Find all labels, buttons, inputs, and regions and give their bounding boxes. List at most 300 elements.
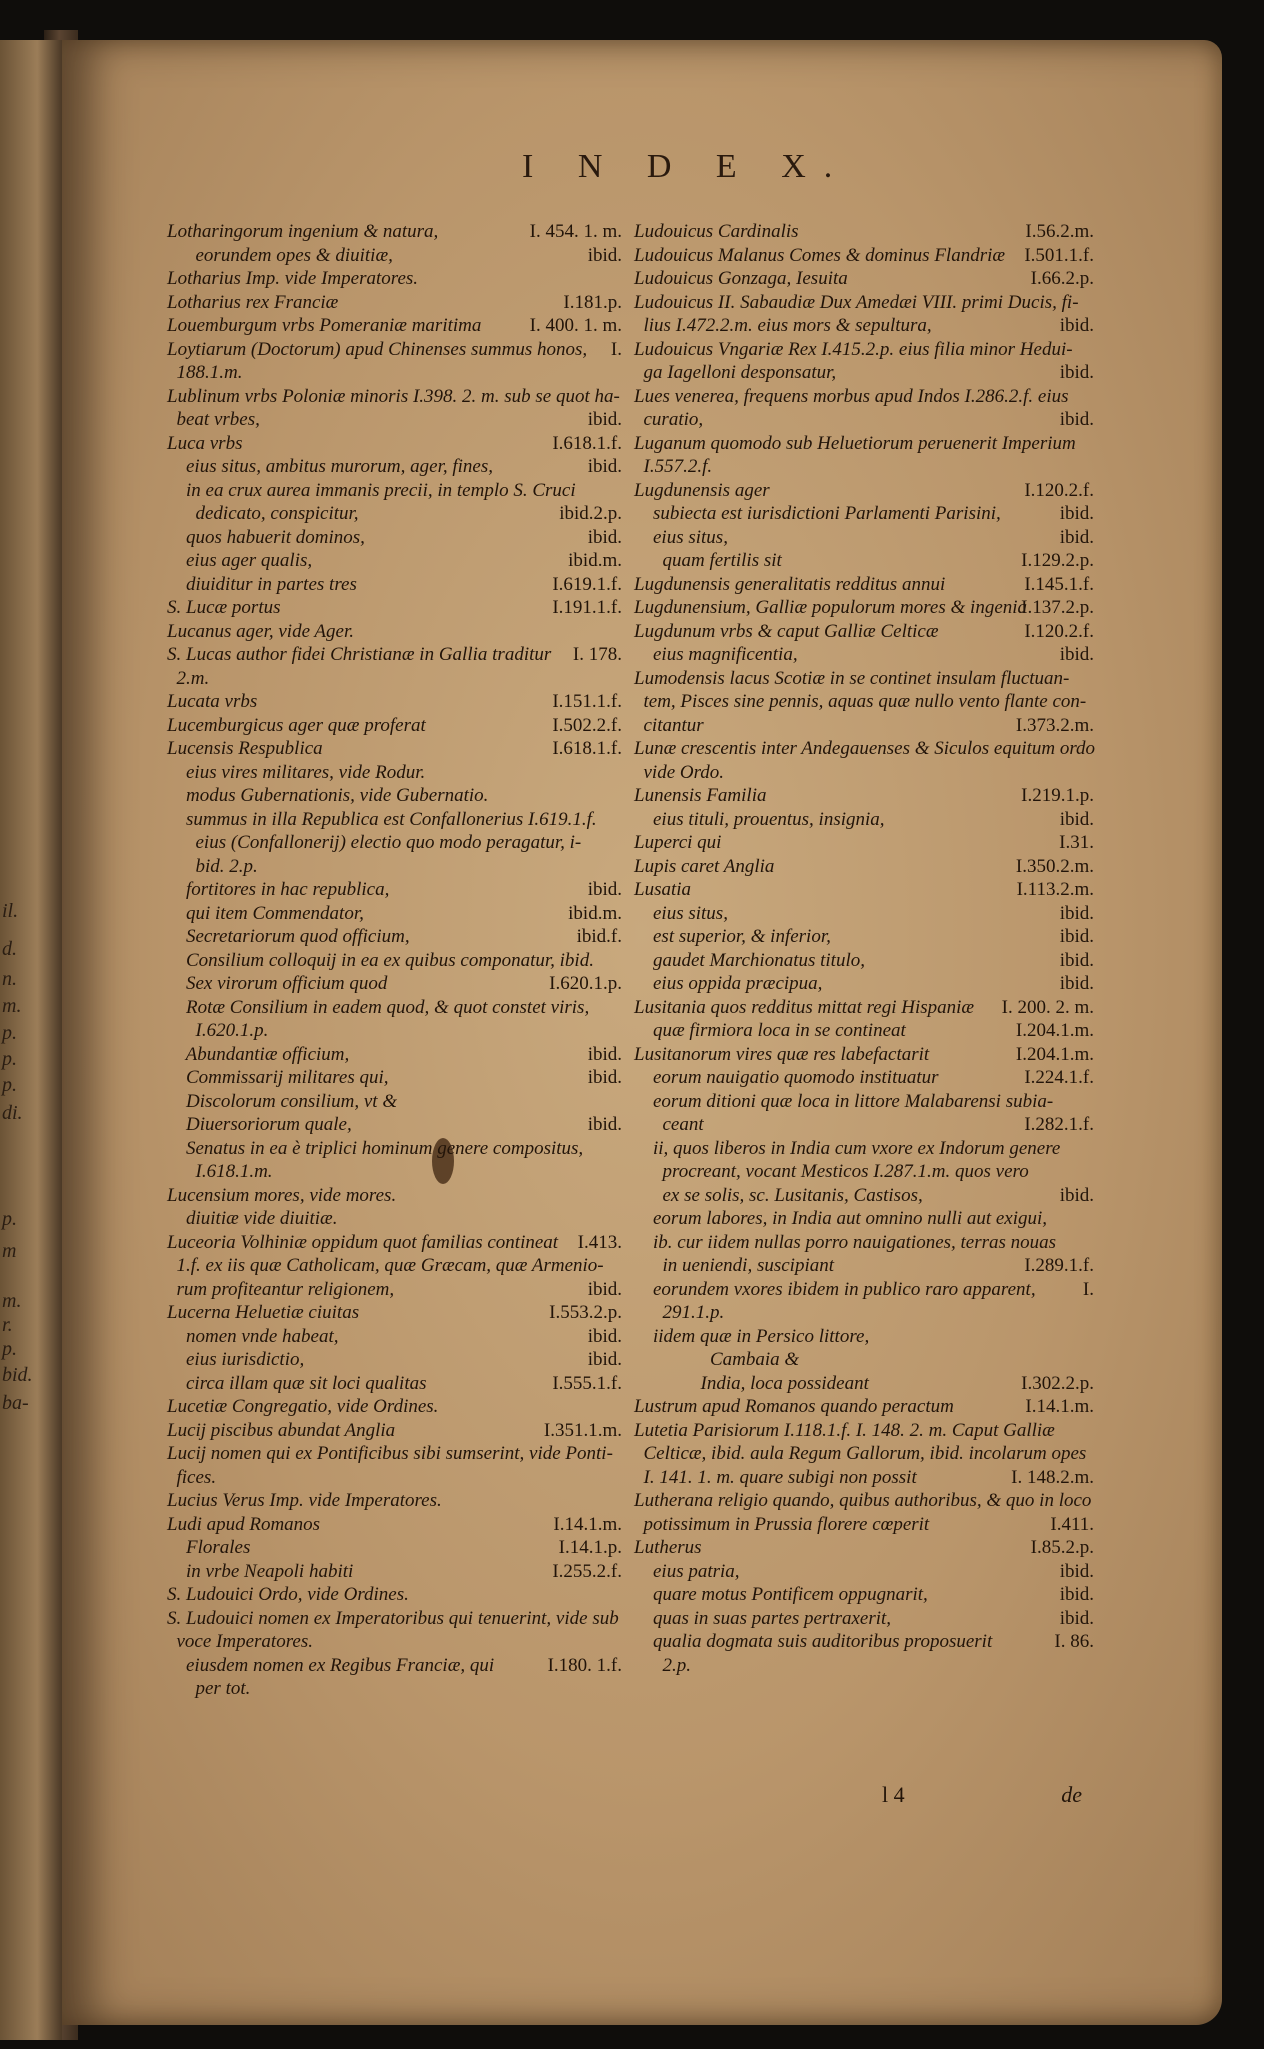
entry-text: curatio, — [634, 409, 704, 430]
index-entry — [634, 1442, 1094, 1466]
entry-text: eorundem opes & diuitiæ, — [167, 244, 393, 266]
entry-text: Lusitania quos redditus mittat regi Hispaniæ — [634, 996, 975, 1018]
entry-text: 291.1.p. — [634, 1302, 725, 1323]
margin-fragment: m. — [2, 1290, 22, 1312]
entry-text: Luca vrbs — [167, 432, 243, 454]
index-entry — [167, 643, 622, 667]
index-entry — [634, 1160, 1094, 1184]
entry-text: Secretariorum quod officium, — [167, 926, 410, 947]
entry-reference: I.224.1.f. — [1024, 1067, 1094, 1088]
entry-reference: ibid. — [587, 1114, 622, 1135]
entry-text: Ludouicus Gonzaga, Iesuita — [634, 268, 848, 289]
entry-text: S. Lucæ portus — [167, 597, 281, 618]
index-entry — [634, 878, 1094, 902]
index-entry — [167, 1419, 622, 1443]
index-entry — [634, 1019, 1094, 1043]
entry-reference: ibid. — [1059, 409, 1094, 430]
entry-text: Lutherana religio quando, quibus authoribus, & quo in loco — [634, 1490, 1092, 1511]
entry-reference: I. 400. 1. m. — [529, 315, 622, 336]
entry-text: quam fertilis sit — [634, 550, 782, 571]
entry-text: Luperci qui — [634, 832, 722, 853]
entry-text: Louemburgum vrbs Pomeraniæ maritima — [167, 315, 482, 336]
index-entry — [167, 972, 622, 996]
entry-reference: ibid. — [1059, 503, 1094, 524]
entry-text: I.618.1.m. — [167, 1161, 273, 1182]
page-header: I N D E X. — [522, 148, 851, 185]
left-index-column — [167, 220, 622, 1701]
index-entry — [167, 432, 622, 456]
entry-text: lius I.472.2.m. eius mors & sepultura, — [634, 315, 932, 336]
signature-mark: l 4 — [882, 1782, 905, 1807]
index-entry — [167, 1442, 622, 1466]
entry-reference: ibid. — [587, 1067, 622, 1088]
entry-reference: I.85.2.p. — [1030, 1537, 1094, 1558]
index-entry — [634, 761, 1094, 785]
entry-text: qui item Commendator, — [167, 902, 364, 924]
entry-text: Cambaia & — [634, 1349, 800, 1370]
margin-fragment: p. — [2, 1074, 17, 1096]
margin-fragment: p. — [2, 1022, 17, 1044]
entry-reference: I.302.2.p. — [1021, 1372, 1094, 1394]
index-entry — [634, 361, 1094, 385]
index-entry — [167, 831, 622, 855]
entry-text: ceant — [634, 1114, 704, 1135]
entry-text: Ludouicus II. Sabaudiæ Dux Amedæi VIII. primi Ducis, fi- — [634, 291, 1079, 313]
entry-reference: ibid. — [1059, 644, 1094, 665]
entry-text: Lugdunensis generalitatis redditus annui — [634, 573, 946, 595]
index-entry — [167, 1583, 622, 1607]
entry-text: rum profiteantur religionem, — [167, 1278, 395, 1300]
entry-text: eius oppida præcipua, — [634, 973, 823, 994]
entry-text: ib. cur iidem nullas porro nauigationes, terras nouas — [634, 1231, 1057, 1253]
entry-text: in ea crux aurea immanis precii, in templo S. Cruci — [167, 479, 576, 501]
entry-text: Lucetiæ Congregatio, vide Ordines. — [167, 1396, 439, 1417]
margin-fragment: il. — [2, 900, 19, 922]
index-entry — [167, 502, 622, 526]
entry-reference: I.14.1.m. — [553, 1513, 622, 1535]
entry-text: Senatus in ea è triplici hominum genere compositus, — [167, 1137, 584, 1159]
index-entry — [167, 1184, 622, 1208]
index-entry — [634, 1207, 1094, 1231]
entry-text: 188.1.m. — [167, 362, 243, 383]
entry-reference: I.204.1.m. — [1015, 1043, 1094, 1065]
index-entry — [634, 1654, 1094, 1678]
entry-reference: I. — [610, 338, 622, 360]
margin-fragment: n. — [2, 968, 17, 990]
index-entry — [634, 1583, 1094, 1607]
entry-reference: ibid. — [1059, 362, 1094, 383]
index-entry — [634, 291, 1094, 315]
index-entry — [634, 1254, 1094, 1278]
index-entry — [167, 408, 622, 432]
entry-text: Sex virorum officium quod — [167, 973, 388, 994]
entry-text: est superior, & inferior, — [634, 926, 831, 947]
entry-text: ex se solis, sc. Lusitanis, Castisos, — [634, 1184, 923, 1206]
entry-text: Lues venerea, frequens morbus apud Indos I.286.2.f. eius — [634, 385, 1069, 407]
entry-text: 2.m. — [167, 667, 210, 689]
entry-text: eius ager qualis, — [167, 550, 313, 571]
index-entry — [167, 1043, 622, 1067]
index-entry — [634, 1536, 1094, 1560]
entry-text: Luganum quomodo sub Heluetiorum peruenerit Imperium — [634, 432, 1076, 454]
entry-reference: ibid. — [587, 526, 622, 548]
entry-text: eius (Confallonerij) electio quo modo peragatur, i- — [167, 832, 582, 853]
index-entry — [167, 1536, 622, 1560]
index-entry — [167, 1301, 622, 1325]
margin-fragment: m. — [2, 995, 22, 1017]
index-entry — [634, 1513, 1094, 1537]
entry-text: Lucerna Heluetiæ ciuitas — [167, 1302, 360, 1323]
entry-reference: ibid. — [1059, 1184, 1094, 1206]
entry-text: subiecta est iurisdictioni Parlamenti Parisini, — [634, 503, 1001, 524]
index-entry — [634, 455, 1094, 479]
index-entry — [167, 1607, 622, 1631]
entry-text: Ludi apud Romanos — [167, 1513, 321, 1535]
index-entry — [167, 667, 622, 691]
index-entry — [167, 714, 622, 738]
entry-text: voce Imperatores. — [167, 1631, 313, 1652]
index-entry — [634, 596, 1094, 620]
entry-text: quas in suas partes pertraxerit, — [634, 1607, 892, 1629]
index-entry — [167, 314, 622, 338]
index-entry — [634, 526, 1094, 550]
index-entry — [167, 385, 622, 409]
entry-reference: ibid. — [1059, 1584, 1094, 1605]
entry-reference: ibid. — [1059, 808, 1094, 830]
index-entry — [167, 267, 622, 291]
entry-text: Commissarij militares qui, — [167, 1067, 389, 1088]
entry-reference: ibid. — [587, 1278, 622, 1300]
index-entry — [634, 1489, 1094, 1513]
index-entry — [167, 690, 622, 714]
entry-reference: I.411. — [1050, 1513, 1094, 1535]
margin-fragment: m — [2, 1240, 17, 1262]
index-entry — [167, 737, 622, 761]
index-entry — [167, 949, 622, 973]
entry-text: bid. 2.p. — [167, 855, 258, 877]
index-entry — [634, 220, 1094, 244]
entry-reference: ibid. — [1059, 926, 1094, 947]
entry-text: Luceoria Volhiniæ oppidum quot familias contineat — [167, 1231, 559, 1253]
entry-text: Lotharingorum ingenium & natura, — [167, 221, 439, 242]
entry-text: Lublinum vrbs Poloniæ minoris I.398. 2. m. sub se quot ha- — [167, 385, 620, 407]
index-entry — [167, 1090, 622, 1114]
entry-text: I.620.1.p. — [167, 1020, 269, 1041]
index-entry — [634, 549, 1094, 573]
entry-text: eius vires militares, vide Rodur. — [167, 761, 426, 783]
entry-reference: ibid. — [587, 244, 622, 266]
entry-reference: ibid.f. — [576, 926, 622, 947]
entry-reference: ibid. — [587, 456, 622, 477]
entry-reference: ibid.2.p. — [559, 503, 622, 524]
entry-text: eiusdem nomen ex Regibus Franciæ, qui — [167, 1654, 495, 1676]
entry-text: diuitiæ vide diuitiæ. — [167, 1208, 338, 1229]
entry-reference: ibid.m. — [568, 902, 622, 924]
entry-text: Lucij piscibus abundat Anglia — [167, 1419, 396, 1441]
entry-text: Lutherus — [634, 1537, 702, 1558]
entry-text: ii, quos liberos in India cum vxore ex Indorum genere — [634, 1137, 1061, 1159]
index-entry — [167, 902, 622, 926]
entry-reference: I.31. — [1059, 832, 1094, 853]
entry-text: S. Ludouici nomen ex Imperatoribus qui tenuerint, vide sub — [167, 1607, 619, 1629]
entry-reference: I.289.1.f. — [1024, 1255, 1094, 1276]
entry-reference: ibid. — [1059, 526, 1094, 548]
index-entry — [634, 1090, 1094, 1114]
index-entry — [634, 1278, 1094, 1302]
index-entry — [634, 996, 1094, 1020]
entry-text: S. Ludouici Ordo, vide Ordines. — [167, 1584, 409, 1605]
index-entry — [167, 1654, 622, 1678]
entry-reference: I.351.1.m. — [543, 1419, 622, 1441]
index-entry — [634, 1184, 1094, 1208]
entry-reference: I.14.1.m. — [1025, 1396, 1094, 1417]
entry-text: Lunensis Familia — [634, 785, 767, 806]
entry-text: in vrbe Neapoli habiti — [167, 1560, 354, 1582]
index-entry — [634, 1231, 1094, 1255]
index-page — [62, 40, 1222, 2025]
entry-reference: I. 178. — [572, 644, 622, 665]
entry-text: in ueniendi, suscipiant — [634, 1255, 835, 1276]
margin-fragment: ba- — [2, 1392, 29, 1414]
right-index-column — [634, 220, 1094, 1677]
entry-text: gaudet Marchionatus titulo, — [634, 949, 865, 971]
index-entry — [167, 1278, 622, 1302]
index-entry — [167, 1348, 622, 1372]
entry-reference: I. 454. 1. m. — [529, 221, 622, 242]
index-entry — [167, 361, 622, 385]
index-entry — [634, 432, 1094, 456]
entry-text: Abundantiæ officium, — [167, 1043, 350, 1065]
entry-reference: I. 200. 2. m. — [1001, 996, 1094, 1018]
index-entry — [167, 620, 622, 644]
entry-text: procreant, vocant Mesticos I.287.1.m. quos vero — [634, 1161, 1029, 1182]
index-entry — [167, 455, 622, 479]
index-entry — [634, 1113, 1094, 1137]
index-entry — [167, 1513, 622, 1537]
entry-text: Lucensium mores, vide mores. — [167, 1184, 397, 1206]
entry-text: Lugdunensium, Galliæ populorum mores & ingenia — [634, 597, 1028, 618]
margin-fragment: r. — [2, 1314, 13, 1336]
entry-text: eius iurisdictio, — [167, 1349, 305, 1370]
entry-text: quare motus Pontificem oppugnarit, — [634, 1584, 928, 1605]
entry-text: eius tituli, prouentus, insignia, — [634, 808, 885, 830]
entry-text: summus in illa Republica est Confallonerius I.619.1.f. — [167, 808, 597, 830]
entry-reference: ibid. — [587, 1043, 622, 1065]
entry-text: Lustrum apud Romanos quando peractum — [634, 1396, 954, 1417]
index-entry — [634, 1419, 1094, 1443]
entry-text: Lotharius Imp. vide Imperatores. — [167, 268, 419, 289]
entry-text: Lusatia — [634, 879, 692, 900]
index-entry — [634, 620, 1094, 644]
entry-text: beat vrbes, — [167, 409, 260, 430]
entry-text: 1.f. ex iis quæ Catholicam, quæ Græcam, quæ Armenio- — [167, 1255, 604, 1276]
index-entry — [634, 314, 1094, 338]
entry-text: S. Lucas author fidei Christianæ in Gallia traditur — [167, 644, 552, 665]
index-entry — [167, 1019, 622, 1043]
entry-text: eius situs, ambitus murorum, ager, fines, — [167, 456, 494, 477]
margin-fragment: di. — [2, 1102, 23, 1124]
entry-reference: ibid. — [587, 409, 622, 430]
entry-reference: I.620.1.p. — [549, 973, 622, 994]
entry-text: vide Ordo. — [634, 761, 725, 783]
entry-reference: I.181.p. — [563, 291, 622, 313]
entry-text: nomen vnde habeat, — [167, 1325, 339, 1347]
index-entry — [634, 338, 1094, 362]
entry-text: diuiditur in partes tres — [167, 573, 357, 595]
entry-text: Consilium colloquij in ea ex quibus componatur, ibid. — [167, 949, 594, 971]
entry-reference: I.14.1.p. — [558, 1537, 622, 1558]
index-entry — [167, 338, 622, 362]
entry-reference: I.113.2.m. — [1016, 879, 1094, 900]
entry-text: I. 141. 1. m. quare subigi non possit — [634, 1466, 917, 1488]
entry-reference: ibid.m. — [568, 550, 622, 571]
index-entry — [167, 1254, 622, 1278]
entry-reference: ibid. — [587, 879, 622, 900]
index-entry — [634, 808, 1094, 832]
index-entry — [167, 573, 622, 597]
entry-reference: ibid. — [1059, 1607, 1094, 1629]
index-entry — [634, 831, 1094, 855]
index-entry — [167, 1489, 622, 1513]
index-entry — [167, 1325, 622, 1349]
entry-text: Lucanus ager, vide Ager. — [167, 620, 354, 642]
catchword: de — [1061, 1782, 1082, 1807]
entry-reference: I.413. — [577, 1231, 622, 1253]
entry-text: Lotharius rex Franciæ — [167, 291, 339, 313]
index-entry — [634, 1466, 1094, 1490]
index-entry — [634, 737, 1094, 761]
previous-page-edge — [0, 40, 62, 2040]
index-entry — [634, 949, 1094, 973]
index-entry — [167, 596, 622, 620]
index-entry — [167, 996, 622, 1020]
entry-reference: I.282.1.f. — [1024, 1114, 1094, 1135]
entry-reference: ibid. — [587, 1325, 622, 1347]
entry-text: modus Gubernationis, vide Gubernatio. — [167, 785, 489, 806]
index-entry — [634, 385, 1094, 409]
entry-text: Rotæ Consilium in eadem quod, & quot constet viris, — [167, 996, 590, 1018]
index-entry — [634, 1607, 1094, 1631]
entry-text: Lunæ crescentis inter Andegauenses & Siculos equitum ordo — [634, 738, 1096, 759]
index-entry — [167, 479, 622, 503]
entry-reference: I.555.1.f. — [552, 1372, 622, 1394]
entry-reference: I.145.1.f. — [1024, 573, 1094, 595]
entry-reference: I.191.1.f. — [552, 597, 622, 618]
entry-text: Ludouicus Malanus Comes & dominus Flandriæ — [634, 244, 1006, 266]
entry-text: citantur — [634, 714, 704, 736]
index-entry — [634, 925, 1094, 949]
entry-text: Lucensis Respublica — [167, 738, 323, 759]
index-entry — [167, 1113, 622, 1137]
index-entry — [167, 1160, 622, 1184]
entry-text: India, loca possideant — [634, 1372, 869, 1394]
entry-reference: I.129.2.p. — [1021, 550, 1094, 571]
index-entry — [634, 1395, 1094, 1419]
entry-reference: ibid. — [587, 1349, 622, 1370]
entry-text: Lutetia Parisiorum I.118.1.f. I. 148. 2. m. Caput Galliæ — [634, 1419, 1055, 1441]
entry-text: Ludouicus Cardinalis — [634, 221, 799, 242]
entry-text: eorum labores, in India aut omnino nulli aut exigui, — [634, 1208, 1048, 1229]
index-entry — [167, 291, 622, 315]
index-entry — [634, 972, 1094, 996]
index-entry — [167, 1466, 622, 1490]
index-entry — [634, 902, 1094, 926]
index-entry — [167, 220, 622, 244]
entry-text: eius situs, — [634, 526, 728, 548]
entry-reference: I.204.1.m. — [1015, 1020, 1094, 1041]
index-entry — [634, 667, 1094, 691]
entry-text: Lucata vrbs — [167, 691, 258, 712]
entry-reference: I.56.2.m. — [1025, 221, 1094, 242]
entry-text: eorundem vxores ibidem in publico raro apparent, — [634, 1278, 1036, 1300]
index-entry — [634, 1325, 1094, 1349]
entry-text: eorum nauigatio quomodo instituatur — [634, 1067, 939, 1088]
index-entry — [167, 784, 622, 808]
entry-text: per tot. — [167, 1678, 251, 1699]
index-entry — [167, 1137, 622, 1161]
index-entry — [634, 1348, 1094, 1372]
entry-text: potissimum in Prussia florere cœperit — [634, 1513, 930, 1535]
entry-reference: I.120.2.f. — [1024, 479, 1094, 501]
margin-fragment: d. — [2, 938, 17, 960]
index-entry — [167, 808, 622, 832]
margin-fragment: bid. — [2, 1364, 33, 1386]
index-entry — [634, 408, 1094, 432]
index-entry — [634, 690, 1094, 714]
index-entry — [634, 1372, 1094, 1396]
margin-fragment: p. — [2, 1338, 17, 1360]
entry-reference: I. 86. — [1054, 1631, 1094, 1652]
entry-text: quos habuerit dominos, — [167, 526, 365, 548]
entry-text: Ludouicus Vngariæ Rex I.415.2.p. eius filia minor Hedui- — [634, 338, 1073, 360]
entry-text: Lugdunum vrbs & caput Galliæ Celticæ — [634, 620, 939, 642]
index-entry — [634, 1043, 1094, 1067]
entry-text: eius patria, — [634, 1560, 740, 1582]
entry-text: Lupis caret Anglia — [634, 855, 775, 877]
entry-text: iidem quæ in Persico littore, — [634, 1325, 870, 1347]
entry-reference: I.151.1.f. — [552, 691, 622, 712]
margin-fragment: p. — [2, 1048, 17, 1070]
index-entry — [634, 1301, 1094, 1325]
entry-text: Lusitanorum vires quæ res labefactarit — [634, 1043, 930, 1065]
entry-text: I.557.2.f. — [634, 456, 713, 477]
entry-text: Lugdunensis ager — [634, 479, 770, 501]
entry-reference: I.66.2.p. — [1030, 268, 1094, 289]
index-entry — [167, 1231, 622, 1255]
entry-text: qualia dogmata suis auditoribus proposuerit — [634, 1631, 993, 1652]
entry-reference: I.255.2.f. — [552, 1560, 622, 1582]
index-entry — [634, 1630, 1094, 1654]
entry-text: fices. — [167, 1466, 217, 1488]
index-entry — [167, 1630, 622, 1654]
index-entry — [634, 502, 1094, 526]
entry-reference: I.350.2.m. — [1015, 855, 1094, 877]
entry-text: eius magnificentia, — [634, 644, 798, 665]
index-entry — [634, 1560, 1094, 1584]
entry-text: fortitores in hac republica, — [167, 879, 390, 900]
index-entry — [167, 1372, 622, 1396]
entry-text: 2.p. — [634, 1654, 691, 1676]
index-entry — [634, 714, 1094, 738]
index-entry — [167, 761, 622, 785]
index-entry — [167, 526, 622, 550]
entry-text: Lumodensis lacus Scotiæ in se continet insulam fluctuan- — [634, 667, 1070, 689]
index-entry — [167, 1395, 622, 1419]
entry-reference: I.120.2.f. — [1024, 620, 1094, 642]
entry-reference: I.618.1.f. — [552, 738, 622, 759]
entry-reference: I.619.1.f. — [552, 573, 622, 595]
index-entry — [634, 855, 1094, 879]
